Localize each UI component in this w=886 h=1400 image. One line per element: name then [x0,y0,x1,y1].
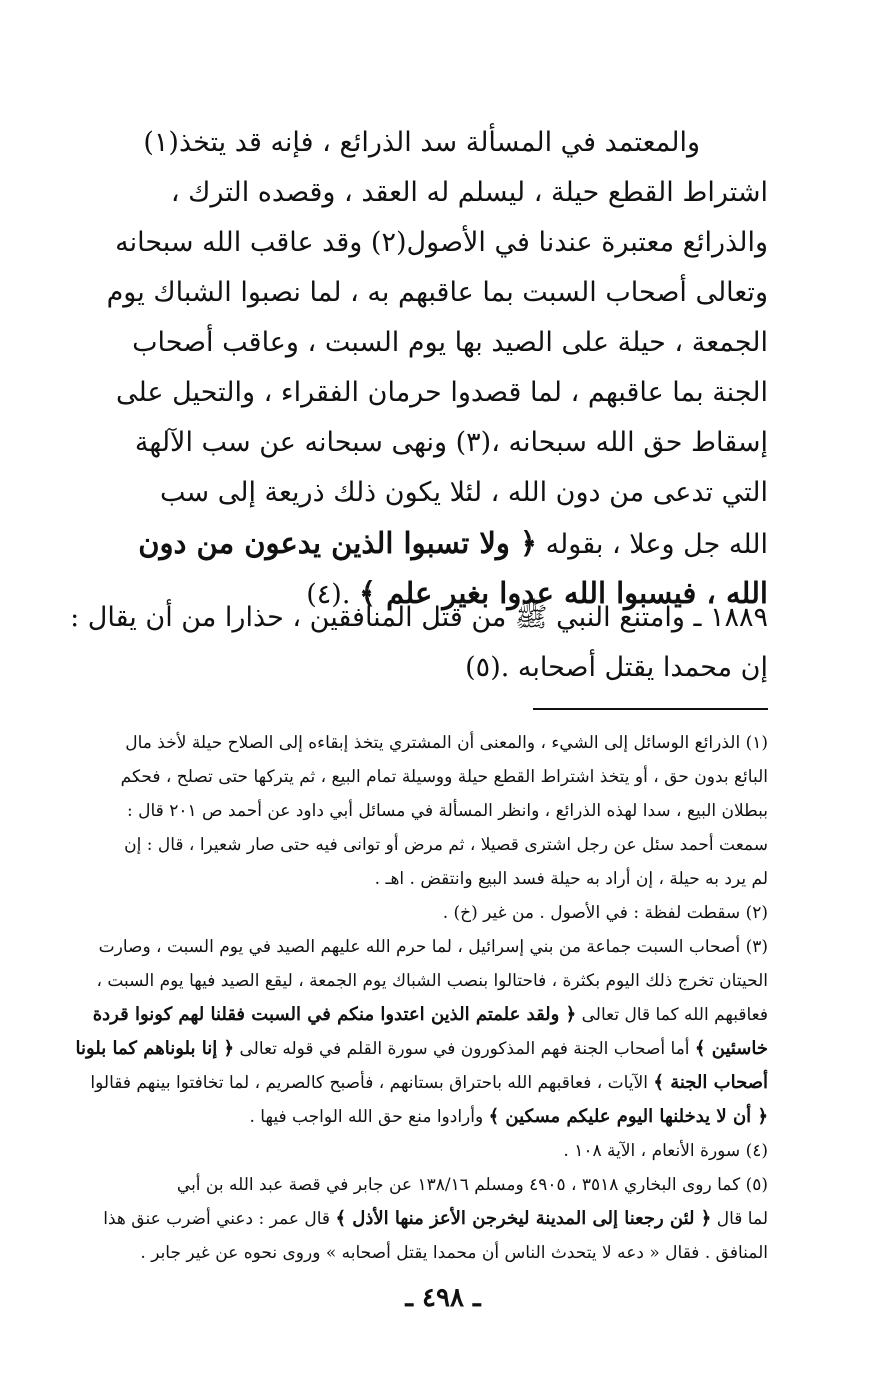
main-text-line [115,368,768,418]
footnotes-line [116,862,768,896]
text-segment: الله جل وعلا ، بقوله [537,529,768,560]
main-text-block [106,118,768,618]
text-segment: ونهى سبحانه عن سب الآلهة [134,427,456,458]
numbered-item-line [70,593,768,643]
main-text-line [118,318,768,368]
footnotes-line [90,1066,768,1100]
text-segment: التي تدعى من دون الله ، لئلا يكون ذلك ذريعة إلى سب [160,477,768,508]
text-segment: (١) الذرائع الوسائل إلى الشيء ، والمعنى أن المشتري يتخذ إبقاءه إلى الصلاح حيلة لأخذ مال [125,733,768,753]
text-segment: فعاقبهم الله كما قال تعالى [576,1005,768,1025]
main-text-line [118,418,768,468]
footnotes-block [75,726,768,1270]
text-segment: (٢) [370,227,407,258]
footnotes-line [103,1202,768,1236]
quranic-verse-text: ﴿ لئن رجعنا إلى المدينة ليخرجن الأعز منها الأذل ﴾ [335,1208,712,1229]
main-text-line [118,118,768,168]
main-text-line [118,518,768,568]
text-segment: الجمعة ، حيلة على الصيد بها يوم السبت ، وعاقب أصحاب [132,327,768,358]
text-segment: ١٨٨٩ ـ وامتنع النبي ﷺ من قتل المنافقين ، حذارا من أن يقال : [70,602,768,633]
main-text-line [118,168,768,218]
text-segment: لما قال [711,1209,768,1229]
quranic-verse-text: أصحاب الجنة ﴾ [653,1072,768,1093]
text-segment: قال عمر : دعني أضرب عنق هذا [103,1209,336,1229]
footnotes-line [75,1032,768,1066]
text-segment: لم يرد به حيلة ، إن أراد به حيلة فسد البيع وانتقض . اهـ . [374,869,768,889]
text-segment: اشتراط القطع حيلة ، ليسلم له العقد ، وقصده الترك ، [170,177,768,208]
footnotes-line [96,964,768,998]
text-segment: (٣) أصحاب السبت جماعة من بني إسرائيل ، لما حرم الله عليهم الصيد في يوم السبت ، وصارت [98,937,768,957]
quranic-verse-text: ﴿ أن لا يدخلنها اليوم عليكم مسكين ﴾ [488,1106,768,1127]
text-segment: أما أصحاب الجنة فهم المذكورون في سورة القلم في قوله تعالى [234,1039,695,1059]
text-segment: (٤) سورة الأنعام ، الآية ١٠٨ . [563,1141,768,1161]
quranic-verse-text: ﴿ ولقد علمتم الذين اعتدوا منكم في السبت فقلنا لهم كونوا قردة [92,1004,577,1025]
footnotes-line [116,760,768,794]
text-segment: إن محمدا يقتل أصحابه . [500,652,768,683]
main-text-line [118,468,768,518]
quranic-verse-text: الله ، فيسبوا الله عدوا بغير علم ﴾ [359,576,768,610]
text-segment: وقد عاقب الله سبحانه [115,227,371,258]
quranic-verse-text: ﴿ ولا تسبوا الذين يدعون من دون [138,526,537,560]
text-segment: وأرادوا منع حق الله الواجب فيها . [249,1107,489,1127]
text-segment: سمعت أحمد سئل عن رجل اشترى قصيلا ، ثم مرض أو توانى فيه حتى صار شعيرا ، قال : إن [124,835,768,855]
text-segment: ببطلان البيع ، سدا لهذه الذرائع ، وانظر المسألة في مسائل أبي داود عن أحمد ص ٢٠١ قال : [127,801,768,821]
text-segment: (٤) [306,579,342,610]
text-segment: البائع بدون حق ، أو يتخذ اشتراط القطع حيلة ووسيلة تمام البيع ، ثم يتركها حتى تصلح ، فحكم [120,767,768,787]
text-segment: والذرائع معتبرة عندنا في الأصول [406,227,768,258]
text-segment: (٣) [455,427,492,458]
text-segment: الآيات ، فعاقبهم الله باحتراق بستانهم ، فأصبح كالصريم ، لما تخافتوا بينهم فقالوا [90,1073,654,1093]
text-segment: . [341,579,359,610]
footnotes-line [116,896,768,930]
footnotes-line [116,1100,768,1134]
footnotes-line [116,1134,768,1168]
footnotes-line [92,998,768,1032]
text-segment: إسقاط حق الله سبحانه ، [491,427,768,458]
text-segment: (٥) [465,652,501,683]
numbered-item-line [118,643,768,693]
quranic-verse-text: خاسئين ﴾ [694,1038,768,1059]
footnotes-line [98,930,768,964]
main-text-line [115,218,768,268]
footnotes-line [116,828,768,862]
footnotes-line [116,794,768,828]
text-segment: (١) [143,127,179,158]
text-segment: وتعالى أصحاب السبت بما عاقبهم به ، لما نصبوا الشباك يوم [106,277,768,308]
text-segment: (٢) سقطت لفظة : في الأصول . من غير (خ) . [442,903,768,923]
text-segment: والمعتمد في المسألة سد الذرائع ، فإنه قد يتخذ [178,127,700,158]
text-segment: الحيتان تخرج ذلك اليوم بكثرة ، فاحتالوا بنصب الشباك يوم الجمعة ، ليقع الصيد فيها يوم السبت ، [96,971,768,991]
text-segment: المنافق . فقال « دعه لا يتحدث الناس أن محمدا يقتل أصحابه » وروى نحوه عن غير جابر . [140,1243,768,1263]
footnotes-line [116,1236,768,1270]
text-segment: (٥) كما روى البخاري ٣٥١٨ ، ٤٩٠٥ ومسلم ١٣٨/١٦ عن جابر في قصة عبد الله بن أبي [176,1175,768,1195]
footnotes-line [116,1168,768,1202]
numbered-paragraph-1889 [70,593,768,693]
footnote-separator [533,708,768,710]
page-number: ـ ٤٩٨ ـ [405,1283,481,1313]
main-text-line [106,268,768,318]
footnotes-line [116,726,768,760]
text-segment: الجنة بما عاقبهم ، لما قصدوا حرمان الفقراء ، والتحيل على [115,377,768,408]
quranic-verse-text: ﴿ إنا بلوناهم كما بلونا [75,1038,235,1059]
